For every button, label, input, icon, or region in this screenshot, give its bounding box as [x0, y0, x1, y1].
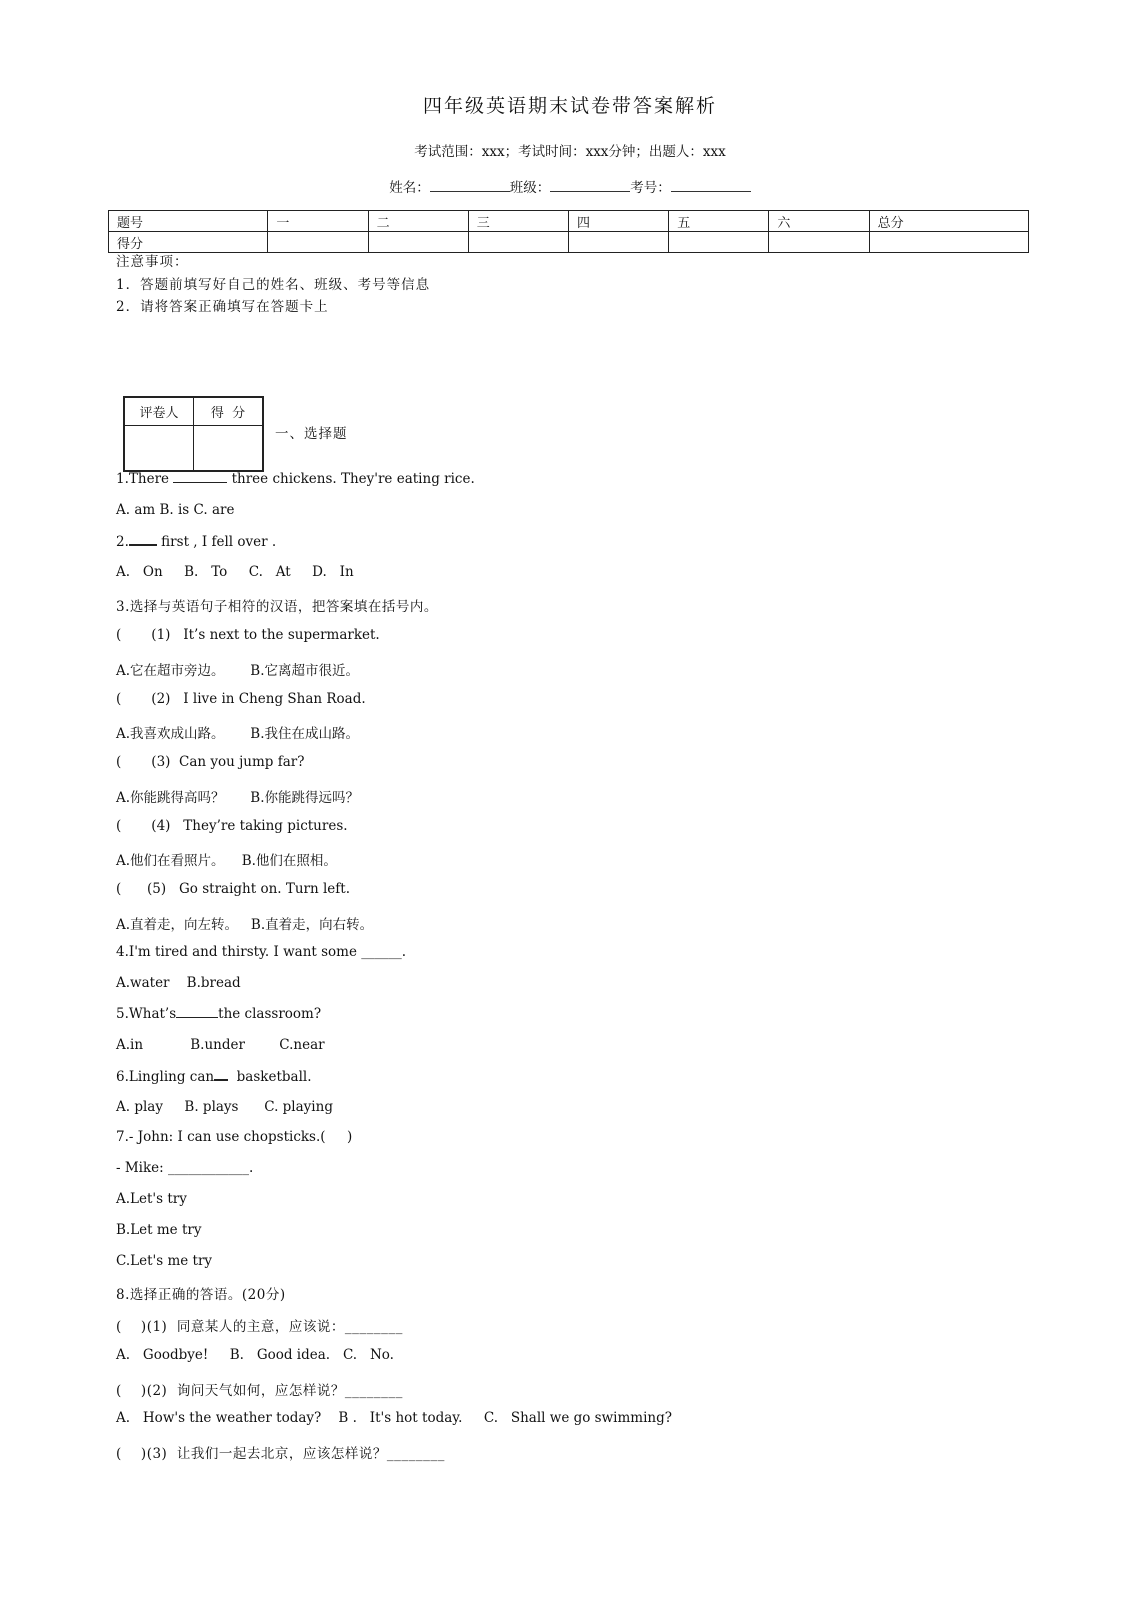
score-table-score-row — [109, 232, 1029, 253]
number-blank[interactable] — [671, 179, 751, 192]
score-cell[interactable] — [869, 232, 1028, 253]
question-7-option-c: C.Let's me try — [116, 1253, 213, 1269]
question-3-5: ( (5) Go straight on. Turn left. — [116, 881, 351, 897]
header-cell: 六 — [769, 211, 869, 232]
question-text: 2. — [116, 534, 129, 550]
header-cell: 二 — [368, 211, 468, 232]
score-cell[interactable] — [669, 232, 769, 253]
answer-blank[interactable] — [214, 1068, 228, 1081]
question-7-option-a: A.Let's try — [116, 1191, 187, 1207]
header-cell: 四 — [568, 211, 668, 232]
answer-blank[interactable] — [173, 471, 227, 483]
student-info-line — [0, 176, 1140, 196]
question-7-option-b: B.Let me try — [116, 1222, 202, 1238]
header-cell: 三 — [468, 211, 568, 232]
score-table-header-row — [109, 211, 1029, 232]
question-3-1-options: A.它在超市旁边。 B.它离超市很近。 — [116, 663, 359, 679]
question-5-options: A.in B.under C.near — [116, 1037, 325, 1053]
grader-box — [123, 396, 264, 472]
exam-info: 考试范围：xxx；考试时间：xxx分钟；出题人：xxx — [414, 144, 726, 160]
question-text: 6.Lingling can — [116, 1069, 215, 1085]
grader-score-label: 得 分 — [194, 397, 264, 426]
header-cell: 五 — [669, 211, 769, 232]
section-title: 一、选择题 — [275, 426, 348, 442]
question-text: 5.What’s — [116, 1006, 177, 1022]
question-4: 4.I'm tired and thirsty. I want some ______. — [116, 944, 407, 960]
question-8-stem: 8.选择正确的答语。(20分) — [116, 1287, 286, 1303]
notes-block — [116, 251, 430, 319]
question-6 — [116, 1068, 312, 1085]
question-6-options: A. play B. plays C. playing — [116, 1099, 333, 1115]
question-8-1-options: A. Goodbye! B. Good idea. C. No. — [116, 1347, 394, 1363]
number-label: 考号： — [630, 180, 671, 196]
question-2 — [116, 533, 276, 550]
header-cell: 一 — [268, 211, 368, 232]
score-cell[interactable] — [368, 232, 468, 253]
question-1 — [116, 471, 475, 487]
score-cell[interactable] — [468, 232, 568, 253]
question-8-2: ( )(2) 询问天气如何，应怎样说？________ — [116, 1383, 403, 1399]
name-blank[interactable] — [430, 179, 510, 192]
question-3-3-options: A.你能跳得高吗？ B.你能跳得远吗？ — [116, 790, 359, 806]
grader-signature-cell[interactable] — [124, 426, 194, 472]
question-text: the classroom? — [218, 1006, 322, 1022]
question-4-options: A.water B.bread — [116, 975, 241, 991]
class-label: 班级： — [509, 180, 551, 196]
grader-score-cell[interactable] — [194, 426, 264, 472]
score-table — [108, 210, 1029, 253]
question-3-stem: 3.选择与英语句子相符的汉语，把答案填在括号内。 — [116, 599, 438, 615]
question-7: 7.- John: I can use chopsticks.( ) — [116, 1129, 353, 1145]
question-5 — [116, 1006, 321, 1022]
grader-label: 评卷人 — [124, 397, 194, 426]
question-3-4-options: A.他们在看照片。 B.他们在照相。 — [116, 853, 337, 869]
question-3-5-options: A.直着走，向左转。 B.直着走，向右转。 — [116, 917, 374, 933]
answer-blank[interactable] — [129, 533, 157, 546]
notes-item: 2．请将答案正确填写在答题卡上 — [116, 299, 329, 315]
question-3-2: ( (2) I live in Cheng Shan Road. — [116, 691, 366, 707]
question-3-4: ( (4) They’re taking pictures. — [116, 818, 348, 834]
question-1-options: A. am B. is C. are — [116, 502, 235, 518]
question-text: first , I fell over . — [156, 534, 277, 550]
page-title: 四年级英语期末试卷带答案解析 — [422, 95, 717, 117]
question-2-options: A. On B. To C. At D. In — [116, 564, 354, 580]
answer-blank[interactable] — [176, 1006, 218, 1018]
question-3-1: ( (1) It’s next to the supermarket. — [116, 627, 380, 643]
question-7-reply: - Mike: ____________. — [116, 1160, 254, 1176]
question-text: 1.There — [116, 471, 174, 487]
header-cell: 题号 — [109, 211, 268, 232]
score-cell[interactable] — [268, 232, 368, 253]
score-cell[interactable] — [568, 232, 668, 253]
question-3-2-options: A.我喜欢成山路。 B.我住在成山路。 — [116, 726, 359, 742]
question-text: basketball. — [228, 1069, 312, 1085]
score-row-label: 得分 — [109, 232, 268, 253]
question-text: three chickens. They're eating rice. — [227, 471, 475, 487]
notes-heading: 注意事项： — [116, 254, 189, 270]
name-label: 姓名： — [389, 180, 430, 196]
question-8-2-options: A. How's the weather today? B . It's hot today. C. Shall we go swimming? — [116, 1410, 672, 1426]
question-3-3: ( (3) Can you jump far? — [116, 754, 305, 770]
header-cell: 总分 — [869, 211, 1028, 232]
score-cell[interactable] — [769, 232, 869, 253]
question-8-3: ( )(3) 让我们一起去北京，应该怎样说？________ — [116, 1446, 445, 1462]
question-8-1: ( )(1) 同意某人的主意，应该说：________ — [116, 1319, 403, 1335]
class-blank[interactable] — [550, 179, 630, 192]
notes-item: 1．答题前填写好自己的姓名、班级、考号等信息 — [116, 276, 431, 293]
